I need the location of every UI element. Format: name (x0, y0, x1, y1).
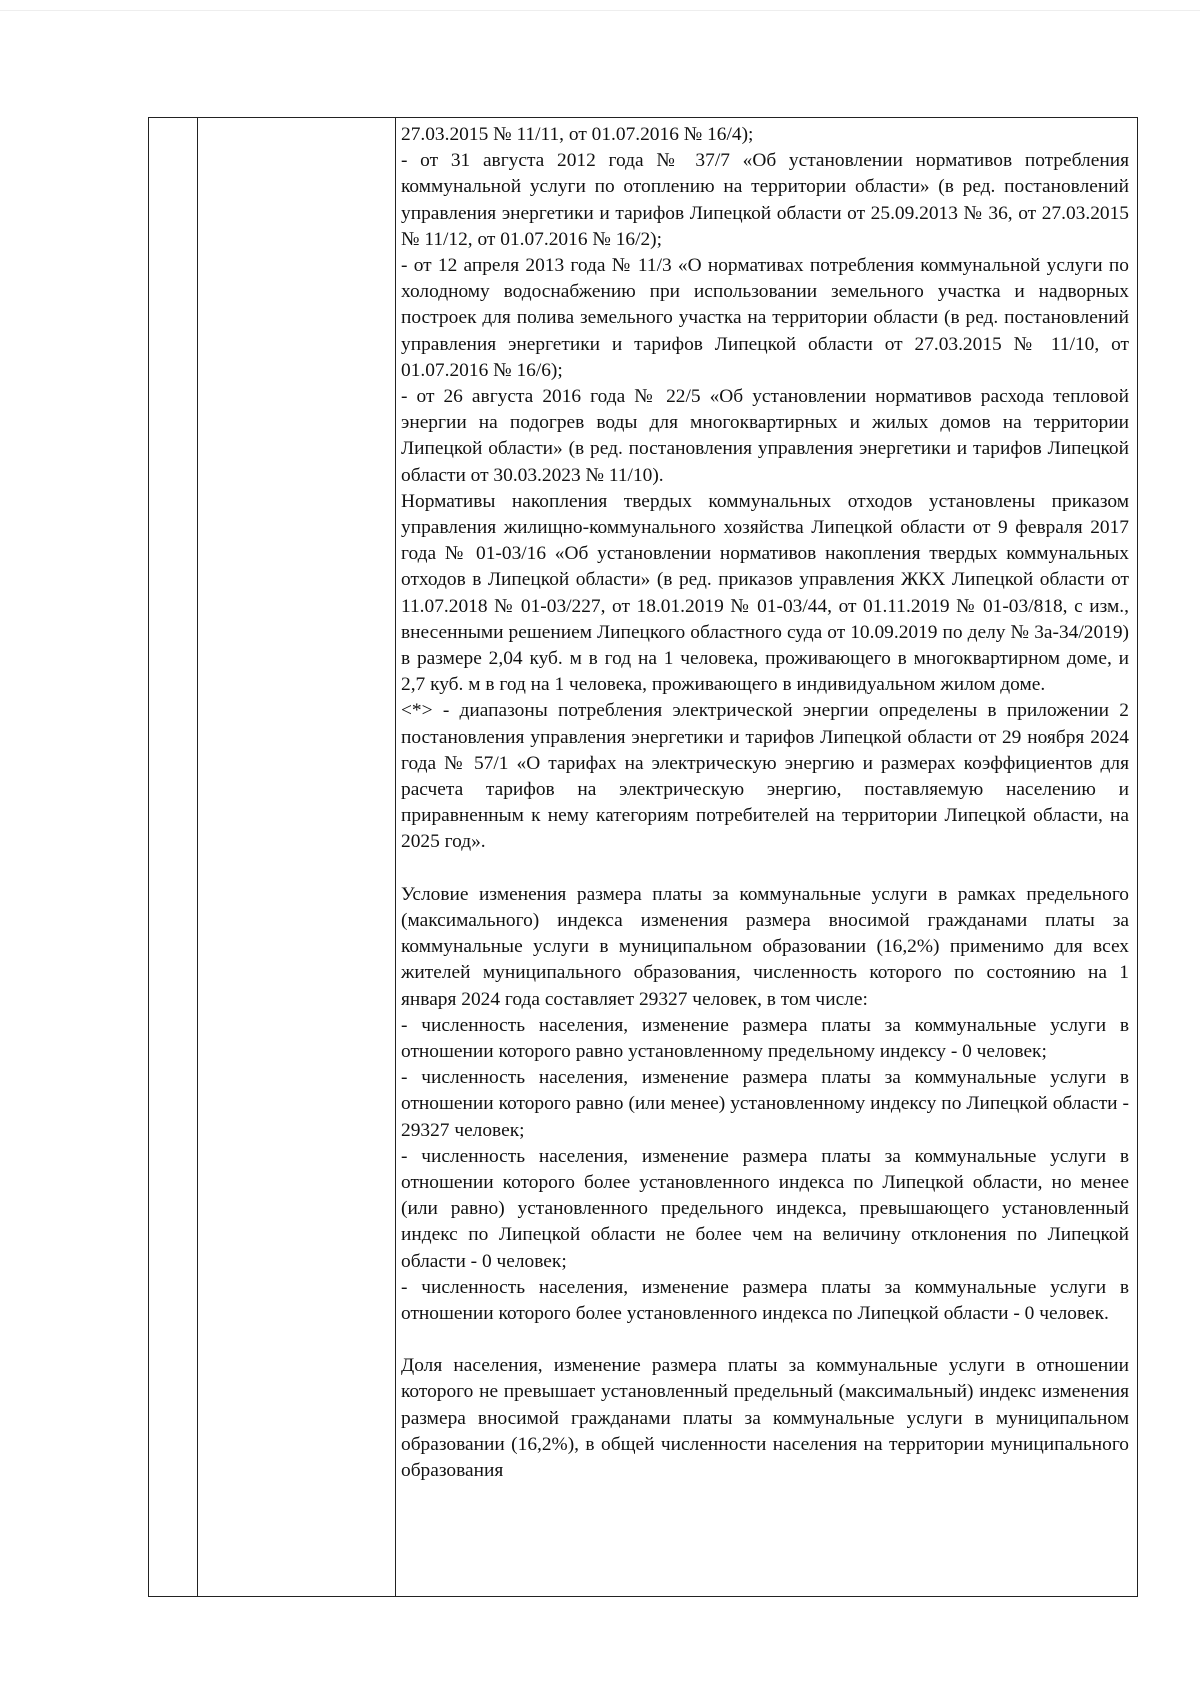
paragraph: - численность населения, изменение размера платы за коммунальные услуги в отношении которого равно (или менее) установленному индексу по Липецкой области - 29327 человек; (401, 1067, 1129, 1141)
paragraph: Доля населения, изменение размера платы за коммунальные услуги в отношении которого не превышает установленный предельный (максимальный) индекс изменения размера вносимой гражданами платы за коммунальные услуги в муниципальном образовании (16,2%), в общей численности населения на территории муниципального образования (401, 1355, 1129, 1481)
paragraph: - от 26 августа 2016 года № 22/5 «Об установлении нормативов расхода тепловой энергии на подогрев воды для многоквартирных и жилых домов на территории Липецкой области» (в ред. постановления управления энергетики и тарифов Липецкой области от 30.03.2023 № 11/10). (401, 386, 1129, 486)
paragraph: - численность населения, изменение размера платы за коммунальные услуги в отношении которого более установленного индекса по Липецкой области, но менее (или равно) установленного предельного индекса, превышающего установленный индекс по Липецкой области не более чем на величину отклонения по Липецкой области - 0 человек; (401, 1145, 1129, 1272)
paragraph-spacer (401, 856, 1129, 882)
table-column-number (149, 118, 198, 1596)
paragraph: <*> - диапазоны потребления электрической энергии определены в приложении 2 постановления управления энергетики и тарифов Липецкой области от 29 ноября 2024 года № 57/1 «О тарифах на электрическую энергию и размерах коэффициентов для расчета тарифов на электрическую энергию, поставляемую населению и приравненным к нему категориям потребителей на территории Липецкой области, на 2025 год». (401, 700, 1129, 853)
paragraph: Нормативы накопления твердых коммунальных отходов установлены приказом управления жилищно-коммунального хозяйства Липецкой области от 9 февраля 2017 года № 01-03/16 «Об установлении нормативов накопления твердых коммунальных отходов в Липецкой области» (в ред. приказов управления ЖКХ Липецкой области от 11.07.2018 № 01-03/227, от 18.01.2019 № 01-03/44, от 01.11.2019 № 01-03/818, с изм., внесенными решением Липецкого областного суда от 10.09.2019 по делу № 3а-34/2019) в размере 2,04 куб. м в год на 1 человека, проживающего в многоквартирном доме, и 2,7 куб. м в год на 1 человека, проживающего в индивидуальном жилом доме. (401, 490, 1129, 696)
scan-top-edge (0, 10, 1200, 11)
paragraph: - численность населения, изменение размера платы за коммунальные услуги в отношении которого более установленного индекса по Липецкой области - 0 человек. (401, 1276, 1129, 1324)
table-column-name (197, 118, 396, 1596)
paragraph: - от 12 апреля 2013 года № 11/3 «О нормативах потребления коммунальной услуги по холодному водоснабжению при использовании земельного участка и надворных построек для полива земельного участка на территории области (в ред. постановлений управления энергетики и тарифов Липецкой области от 27.03.2015 № 11/10, от 01.07.2016 № 16/6); (401, 255, 1129, 381)
table-column-content (401, 122, 1129, 1484)
paragraph: - от 31 августа 2012 года № 37/7 «Об установлении нормативов потребления коммунальной услуги по отоплению на территории области» (в ред. постановлений управления энергетики и тарифов Липецкой области от 25.09.2013 № 36, от 27.03.2015 № 11/12, от 01.07.2016 № 16/2); (401, 150, 1129, 250)
paragraph: 27.03.2015 № 11/11, от 01.07.2016 № 16/4); (401, 124, 754, 145)
paragraph: - численность населения, изменение размера платы за коммунальные услуги в отношении которого равно установленному предельному индексу - 0 человек; (401, 1014, 1129, 1062)
paragraph-spacer (401, 1327, 1129, 1353)
paragraph: Условие изменения размера платы за коммунальные услуги в рамках предельного (максимального) индекса изменения размера вносимой гражданами платы за коммунальные услуги в муниципальном образовании (16,2%) применимо для всех жителей муниципального образования, численность которого по состоянию на 1 января 2024 года составляет 29327 человек, в том числе: (401, 883, 1129, 1010)
document-table (148, 117, 1138, 1597)
